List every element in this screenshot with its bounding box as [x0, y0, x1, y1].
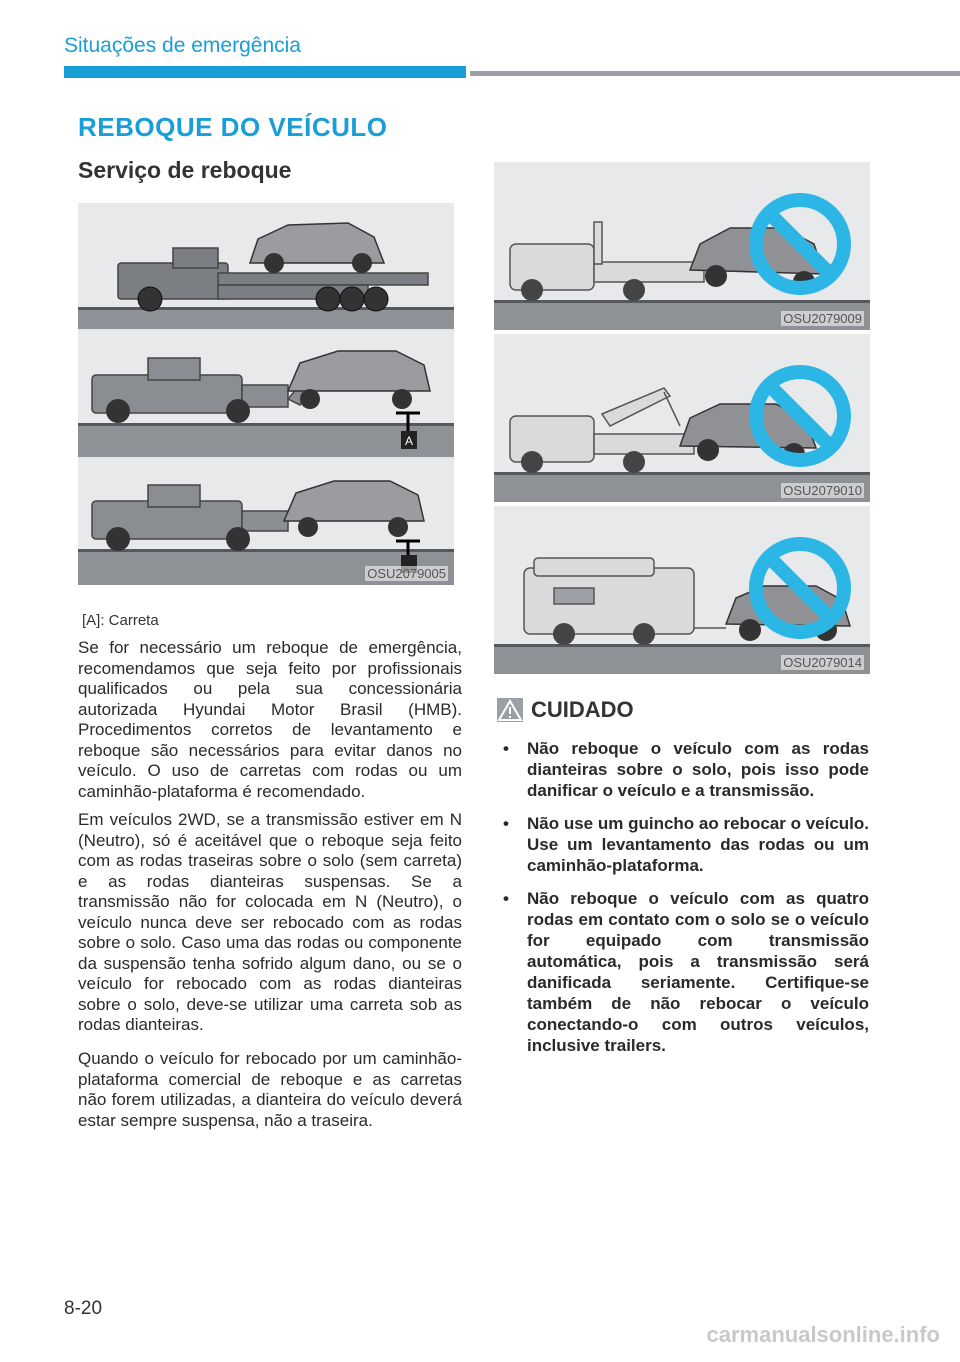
figure-code: OSU2079010: [783, 483, 862, 498]
caution-item: [503, 888, 869, 1056]
bullet-symbol: •: [503, 814, 509, 833]
bullet-symbol: •: [503, 889, 509, 908]
prohibited-wheel-lift-illustration: [494, 162, 870, 330]
caution-item: [503, 738, 869, 801]
paragraph-3: Quando o veículo for rebocado por um caminhão-plataforma comercial de reboque e as carretas não forem utilizadas, a dianteira do veículo deverá estar sempre suspensa, não a traseira.: [78, 1049, 462, 1130]
prohibited-four-wheels-illustration: [494, 506, 870, 674]
towing-methods-illustration: [78, 203, 454, 585]
caution-title: CUIDADO: [531, 697, 634, 722]
caution-item-text: Não use um guincho ao rebocar o veículo. Use um levantamento das rodas ou um caminhão-plataforma.: [527, 814, 869, 875]
prohibited-crane-illustration: [494, 334, 870, 502]
paragraph-1: Se for necessário um reboque de emergência, recomendamos que seja feito por profissionais qualificados ou pela sua concessionária autorizada Hyundai Motor Brasil (HMB). Procedimentos corretos de levantamento e reboque são necessários para evitar danos no veículo. O uso de carretas com rodas ou um caminhão-plataforma é recomendado.: [78, 638, 462, 801]
figure-prohibited-wheel-lift: [494, 162, 870, 330]
caution-item-text: Não reboque o veículo com as quatro rodas em contato com o solo se o veículo for equipado com transmissão automática, pois a transmissão será danificada seriamente. Certifique-se também de não rebocar o veículo conectando-o com outros veículos, inclusive trailers.: [527, 889, 869, 1055]
figure-code: OSU2079005: [367, 566, 446, 581]
figure-code: OSU2079014: [783, 655, 862, 670]
figure-prohibited-four-wheels: [494, 506, 870, 674]
subsection-title: Serviço de reboque: [78, 157, 292, 183]
header-bar-accent: [64, 66, 466, 78]
header-bar-gray: [470, 71, 960, 76]
page-number: 8-20: [64, 1298, 103, 1319]
bullet-symbol: •: [503, 739, 509, 758]
section-title: REBOQUE DO VEÍCULO: [78, 112, 388, 142]
caution-item: [503, 813, 869, 876]
figure-prohibited-crane: [494, 334, 870, 502]
figure-code: OSU2079009: [783, 311, 862, 326]
warning-triangle-icon: [497, 698, 523, 722]
paragraph-2: Em veículos 2WD, se a transmissão estiver em N (Neutro), só é aceitável que o reboque seja feito com as rodas traseiras sobre o solo (sem carreta) e as rodas dianteiras suspensas. Se a transmissão não for colocada em N (Neutro), o veículo nunca deve ser rebocado com as rodas sobre o solo. Caso uma das rodas ou componente da suspensão tenha sofrido algum dano, ou se o veículo for rebocado com as rodas dianteiras sobre o solo, deve-se utilizar uma carreta sob as rodas dianteiras.: [78, 810, 462, 1034]
figure-caption: [A]: Carreta: [82, 612, 159, 629]
watermark: carmanualsonline.info: [706, 1322, 940, 1347]
svg-text:A: A: [404, 434, 414, 448]
figure-towing-methods: [78, 203, 454, 585]
header-section-name: Situações de emergência: [64, 34, 301, 57]
caution-item-text: Não reboque o veículo com as rodas dianteiras sobre o solo, pois isso pode danificar o veículo e a transmissão.: [527, 739, 869, 800]
caution-list: [503, 738, 869, 1068]
caution-header: [497, 697, 634, 723]
